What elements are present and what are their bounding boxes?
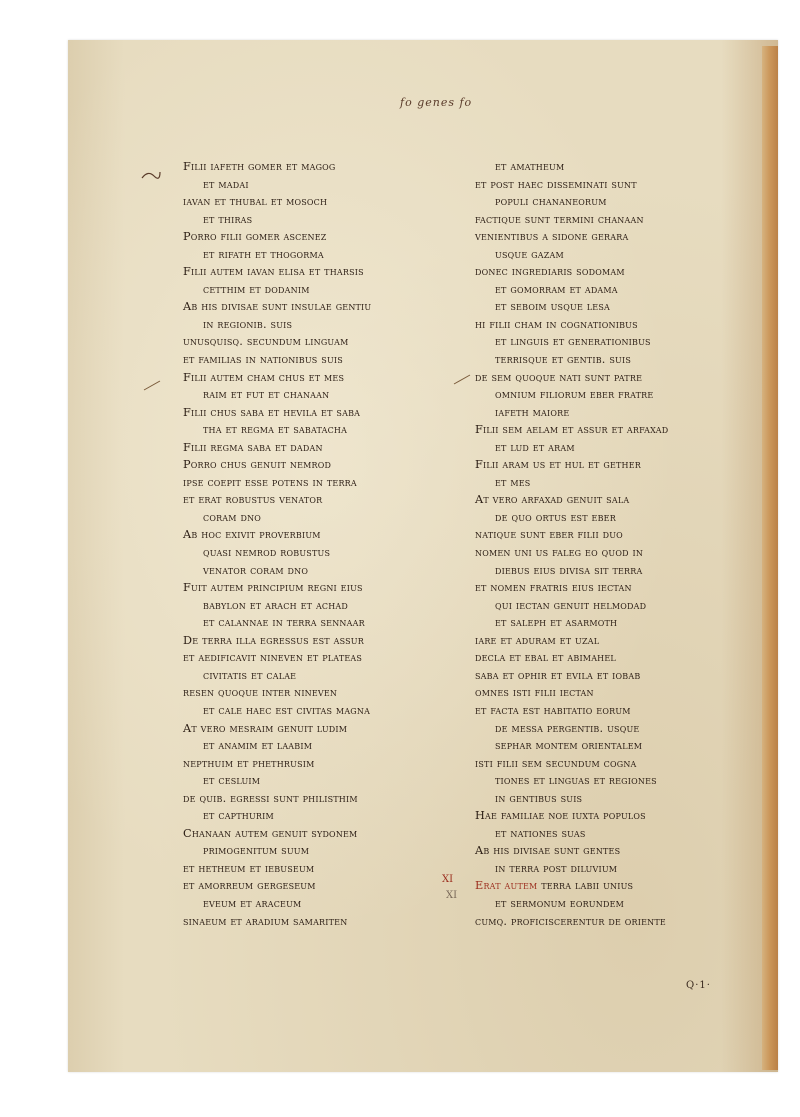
text-line: Fuit autem principium regni eius [183, 581, 363, 595]
text-line: et calannae in terra sennaar [203, 616, 365, 630]
running-header: fo genes fo [400, 96, 473, 109]
text-line: de messa pergentib. usque [495, 721, 640, 735]
text-line: iare et aduram et uzal [475, 633, 600, 647]
text-line: Ab his divisae sunt gentes [475, 844, 621, 858]
text-line: resen quoque inter nineven [183, 686, 338, 700]
text-line: et nomen fratris eius iectan [475, 581, 632, 595]
text-line: decla et ebal et abimahel [475, 651, 616, 665]
text-line: Filii aram us et hul et gether [475, 458, 641, 472]
text-line: de quib. egressi sunt philisthim [183, 791, 358, 805]
text-line: babylon et arach et achad [203, 598, 349, 612]
text-line: diebus eius divisa sit terra [495, 563, 643, 577]
text-line: omnes isti filii iectan [475, 686, 594, 700]
text-line: et capthurim [203, 809, 274, 823]
text-line: in terra post diluvium [495, 861, 618, 875]
text-line: iafeth maiore [495, 405, 570, 419]
text-line: quasi nemrod robustus [203, 546, 331, 560]
text-line: et amatheum [495, 160, 565, 173]
text-line: At vero mesraim genuit ludim [183, 721, 348, 735]
text-line: et aedificavit nineven et plateas [183, 651, 363, 665]
text-line: hi filii cham in cognationibus [475, 317, 638, 331]
text-line: et thiras [203, 212, 253, 226]
text-line: populi chananeorum [495, 195, 607, 209]
text-line: et nationes suas [495, 826, 586, 840]
text-line: et cesluim [203, 774, 261, 788]
rubric-text: Erat autem [475, 879, 538, 893]
text-line: et amorreum gergeseum [183, 879, 316, 893]
text-line: et sermonum eorundem [495, 896, 624, 910]
text-line: Filii autem iavan elisa et tharsis [183, 265, 364, 279]
text-line: Filii chus saba et hevila et saba [183, 405, 361, 419]
text-line: cumq. proficiscerentur de oriente [475, 914, 666, 928]
text-line: terrisque et gentib. suis [495, 353, 632, 367]
text-line: et gomorram et adama [495, 282, 618, 296]
text-line: At vero arfaxad genuit sala [475, 493, 630, 507]
text-line: Porro filii gomer ascenez [183, 230, 327, 244]
text-line: donec ingrediaris sodomam [475, 265, 625, 279]
text-line: nomen uni us faleg eo quod in [475, 546, 644, 560]
text-line: raim et fut et chanaan [203, 388, 330, 402]
chapter-number: XI [442, 874, 454, 885]
left-text-column [183, 158, 453, 930]
text-line: de quo ortus est eber [495, 510, 616, 524]
text-line: et anamim et laabim [203, 739, 313, 753]
page-edge [762, 46, 778, 1070]
margin-mark-icon [452, 372, 474, 386]
margin-mark-icon [140, 168, 162, 182]
text-line: et mes [495, 475, 531, 489]
text-line: unusquisq. secundum linguam [183, 335, 349, 349]
text-line: Filii iafeth gomer et magog [183, 160, 336, 173]
text-line: et lud et aram [495, 440, 575, 454]
text-line: et madai [203, 177, 249, 191]
text-line: sinaeum et aradium samariten [183, 914, 348, 928]
text-line: et linguis et generationibus [495, 335, 651, 349]
text-line: Porro chus genuit nemrod [183, 458, 332, 472]
text-line: ipse coepit esse potens in terra [183, 475, 357, 489]
text-line: eveum et araceum [203, 896, 302, 910]
text-line: Ab his divisae sunt insulae gentiu [183, 300, 372, 314]
text-line: sephar montem orientalem [495, 739, 643, 753]
text-line: in gentibus suis [495, 791, 583, 805]
chapter-number-secondary: XI [446, 890, 458, 901]
text-line: cetthim et dodanim [203, 282, 310, 296]
text-line: et cale haec est civitas magna [203, 703, 371, 717]
text-line: nepthuim et phethrusim [183, 756, 315, 770]
text-line: venator coram dno [203, 563, 309, 577]
text-line: et post haec disseminati sunt [475, 177, 637, 191]
text-line: coram dno [203, 510, 262, 524]
text-line: iavan et thubal et mosoch [183, 195, 328, 209]
text-line: et hetheum et iebuseum [183, 861, 315, 875]
text-line: et erat robustus venator [183, 493, 323, 507]
text-line: de sem quoque nati sunt patre [475, 370, 643, 384]
text-line: saba et ophir et evila et iobab [475, 668, 641, 682]
text-line: primogenitum suum [203, 844, 310, 858]
text-line: Ab hoc exivit proverbium [183, 528, 321, 542]
text-line: in regionib. suis [203, 317, 293, 331]
text-line: tha et regma et sabatacha [203, 423, 348, 437]
text-line: Filii regma saba et dadan [183, 440, 323, 454]
text-line: venientibus a sidone gerara [475, 230, 629, 244]
text-line: et seboim usque lesa [495, 300, 610, 314]
text-line: factique sunt termini chanaan [475, 212, 644, 226]
text-line: et rifath et thogorma [203, 247, 324, 261]
text-line: qui iectan genuit helmodad [495, 598, 647, 612]
text-line: Filii autem cham chus et mes [183, 370, 345, 384]
text-line: Filii sem aelam et assur et arfaxad [475, 423, 669, 437]
text-line: natique sunt eber filii duo [475, 528, 623, 542]
text-line: et saleph et asarmoth [495, 616, 618, 630]
text-line: usque gazam [495, 247, 564, 261]
text-line: Chanaan autem genuit sydonem [183, 826, 358, 840]
margin-mark-icon [142, 378, 164, 392]
text-line: omnium filiorum eber fratre [495, 388, 654, 402]
quire-signature: Q·1· [686, 980, 711, 991]
text-line: et facta est habitatio eorum [475, 703, 631, 717]
text-line: et familias in nationibus suis [183, 353, 343, 367]
text-line: isti filii sem secundum cogna [475, 756, 637, 770]
text-line: civitatis et calae [203, 668, 297, 682]
right-text-column [475, 158, 745, 930]
text-line [475, 877, 745, 895]
line-text: terra labii unius [541, 879, 634, 893]
text-line: Hae familiae noe iuxta populos [475, 809, 646, 823]
text-line: tiones et linguas et regiones [495, 774, 657, 788]
text-line: De terra illa egressus est assur [183, 633, 364, 647]
